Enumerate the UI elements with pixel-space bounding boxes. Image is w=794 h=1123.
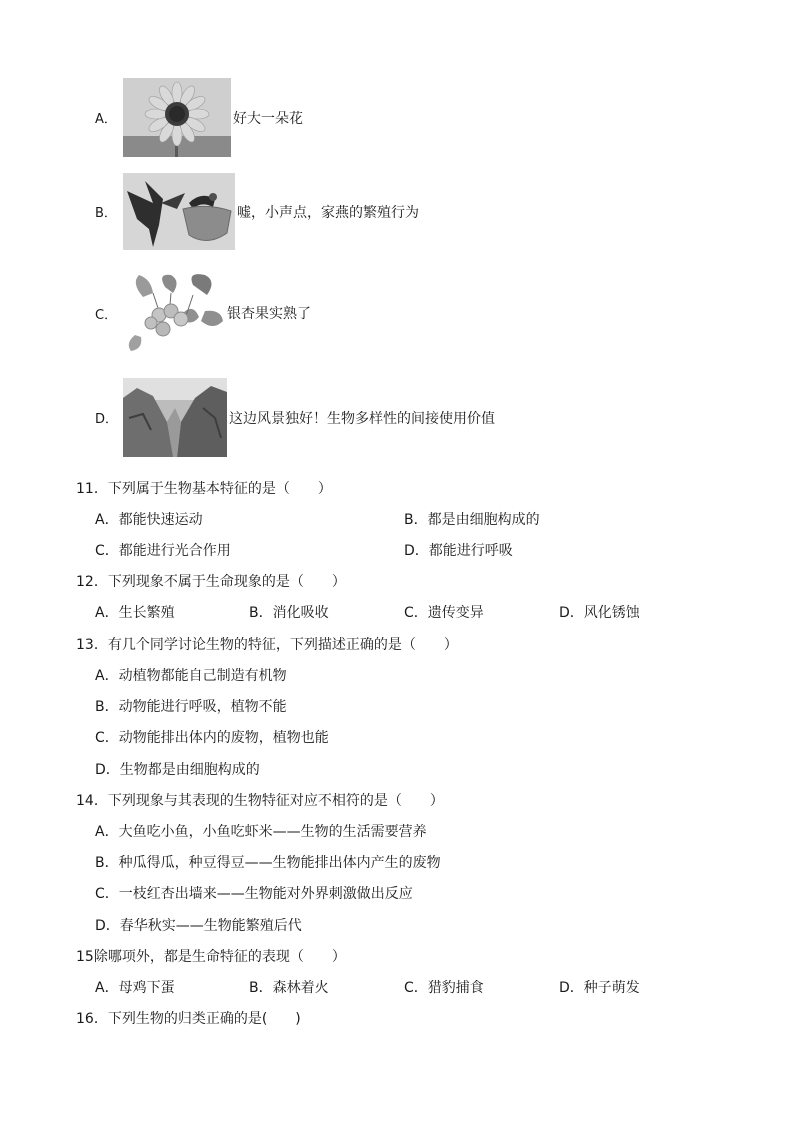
option-caption: 这边风景独好！生物多样性的间接使用价值 (229, 410, 495, 427)
q12-option-c: C．遗传变异 (404, 605, 484, 621)
question-12-stem: 12．下列现象不属于生命现象的是（ ） (76, 574, 346, 590)
option-caption: 嘘，小声点，家燕的繁殖行为 (237, 204, 419, 221)
option-letter: B． (95, 206, 117, 221)
q14-option-b: B．种瓜得瓜，种豆得豆——生物能排出体内产生的废物 (95, 855, 441, 871)
option-b-row (95, 173, 419, 250)
q15-option-d: D．种子萌发 (559, 980, 640, 996)
q13-option-d: D．生物都是由细胞构成的 (95, 762, 260, 778)
mountain-valley-photo (123, 378, 227, 457)
question-13-stem: 13．有几个同学讨论生物的特征，下列描述正确的是（ ） (76, 637, 458, 653)
q14-option-d: D．春华秋实——生物能繁殖后代 (95, 918, 302, 934)
q15-option-c: C．猎豹捕食 (404, 980, 484, 996)
option-letter: D． (95, 412, 119, 427)
q14-option-a: A．大鱼吃小鱼，小鱼吃虾米——生物的生活需要营养 (95, 824, 427, 840)
q11-option-a: A．都能快速运动 (95, 512, 203, 528)
q11-option-b: B．都是由细胞构成的 (404, 512, 540, 528)
question-14-stem: 14．下列现象与其表现的生物特征对应不相符的是（ ） (76, 793, 444, 809)
q15-option-b: B．森林着火 (249, 980, 329, 996)
q13-option-a: A．动植物都能自己制造有机物 (95, 668, 287, 684)
ginkgo-fruit-photo (123, 273, 225, 353)
option-caption: 好大一朵花 (233, 110, 303, 127)
q11-option-c: C．都能进行光合作用 (95, 543, 231, 559)
question-11-stem: 11．下列属于生物基本特征的是（ ） (76, 481, 332, 497)
q14-option-c: C．一枝红杏出墙来——生物能对外界刺激做出反应 (95, 886, 413, 902)
option-caption: 银杏果实熟了 (227, 306, 311, 322)
q15-option-a: A．母鸡下蛋 (95, 980, 175, 996)
q12-option-d: D．风化锈蚀 (559, 605, 640, 621)
option-letter: A． (95, 112, 117, 127)
option-d-row (95, 378, 495, 457)
option-letter: C． (95, 307, 118, 323)
question-15-stem: 15除哪项外，都是生命特征的表现（ ） (76, 949, 346, 965)
sunflower-photo (123, 78, 231, 157)
q13-option-c: C．动物能排出体内的废物，植物也能 (95, 730, 329, 746)
q12-option-b: B．消化吸收 (249, 605, 329, 621)
q12-option-a: A．生长繁殖 (95, 605, 175, 621)
q11-option-d: D．都能进行呼吸 (404, 543, 513, 559)
option-a-row (95, 78, 303, 157)
q13-option-b: B．动物能进行呼吸，植物不能 (95, 699, 287, 715)
option-c-row (95, 273, 311, 353)
swallows-nest-photo (123, 173, 235, 250)
question-16-stem: 16．下列生物的归类正确的是( ) (76, 1011, 301, 1027)
